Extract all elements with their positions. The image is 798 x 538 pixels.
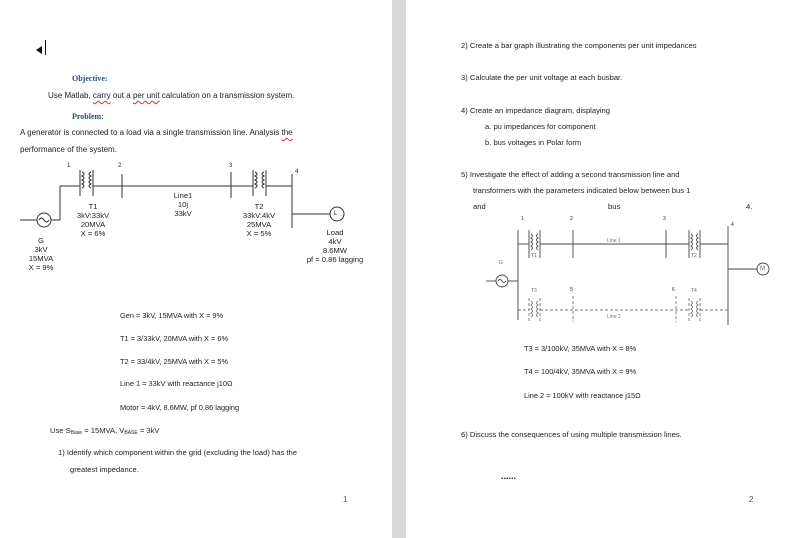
spec-t2: T2 = 33/4kV, 25MVA with X = 5%: [120, 357, 229, 366]
load-symbol: L: [334, 211, 338, 217]
question-4b: b. bus voltages in Polar form: [485, 138, 582, 147]
question-5-line2: transformers with the parameters indicated below between bus 1: [473, 186, 691, 195]
spec-line1: Line 1 = 33kV with reactance j10Ω: [120, 379, 233, 388]
question-5-line3-bus: bus: [608, 202, 621, 211]
question-5-line1: 5) Investigate the effect of adding a second transmission line and: [461, 170, 680, 179]
generator-label: G 3kV 15MVA X = 9%: [28, 236, 54, 272]
question-1-line1: 1) Identify which component within the grid (excluding the load) has the: [58, 448, 297, 457]
spec-t3: T3 = 3/100kV, 35MVA with X = 8%: [524, 344, 637, 353]
objective-text: Use Matlab, carry out a per unit calculation on a transmission system.: [48, 91, 295, 100]
spec-t4: T4 = 100/4kV, 35MVA with X = 9%: [524, 367, 637, 376]
question-4: 4) Create an impedance diagram, displaying: [461, 106, 611, 115]
d2-bus-3: 3: [663, 216, 666, 222]
d2-bus-1: 1: [521, 216, 524, 222]
spec-gen: Gen = 3kV, 15MVA with X = 9%: [120, 311, 224, 320]
spec-motor: Motor = 4kV, 8.6MW, pf 0.86 lagging: [120, 403, 240, 412]
problem-text-line2: performance of the system.: [20, 145, 117, 154]
question-5-line3-and: and: [473, 202, 486, 211]
d2-bus-5: 5: [570, 287, 573, 293]
problem-heading: Problem:: [72, 112, 104, 121]
page-1: [0, 0, 392, 538]
two-line-diagram-wires: [406, 0, 798, 340]
question-4a: a. pu impedances for component: [485, 122, 596, 131]
question-2: 2) Create a bar graph illustrating the components per unit impedances: [461, 41, 697, 50]
page-2: [406, 0, 798, 538]
d2-motor-label: M: [760, 266, 765, 272]
d2-t3-label: T3: [531, 288, 537, 294]
d2-bus-4: 4: [731, 222, 734, 228]
d2-line1-label: Line 1: [607, 238, 621, 244]
bus-2-number: 2: [118, 163, 122, 169]
spec-line2: Line 2 = 100kV with reactance j15Ω: [524, 391, 641, 400]
line1-label: Line1 10j 33kV: [173, 191, 193, 218]
page-number: 2: [749, 495, 754, 504]
question-5-line3-4: 4.: [746, 202, 753, 211]
bus-3-number: 3: [229, 163, 233, 169]
objective-heading: Objective:: [72, 74, 108, 83]
d2-gen-label: G: [499, 260, 503, 266]
d2-t1-label: T1: [531, 253, 537, 259]
spec-t1: T1 = 3/33kV, 20MVA with X = 6%: [120, 334, 229, 343]
bus-4-number: 4: [295, 169, 299, 175]
question-6: 6) Discuss the consequences of using multiple transmission lines.: [461, 430, 682, 439]
t1-label: T1 3kV:33kV 20MVA X = 6%: [76, 202, 110, 238]
question-3: 3) Calculate the per unit voltage at each busbar.: [461, 73, 623, 82]
problem-text-line1: A generator is connected to a load via a single transmission line. Analysis the: [20, 128, 293, 137]
d2-t4-label: T4: [691, 288, 697, 294]
d2-t2-label: T2: [691, 253, 697, 259]
d2-bus-6: 6: [672, 287, 675, 293]
base-values: Use $S_{Base} = 15MVA$, $V_{BASE} = 3kV$: [50, 426, 160, 436]
dots: ......: [501, 471, 517, 481]
page-number: 1: [343, 495, 348, 504]
t2-label: T2 33kV:4kV 25MVA X = 5%: [242, 202, 276, 238]
question-1-line2: greatest impedance.: [70, 465, 139, 474]
bus-1-number: 1: [67, 163, 71, 169]
d2-bus-2: 2: [570, 216, 573, 222]
load-label: Load 4kV 8.6MW pf = 0.86 lagging: [306, 228, 364, 264]
d2-line2-label: Line 2: [607, 314, 621, 320]
